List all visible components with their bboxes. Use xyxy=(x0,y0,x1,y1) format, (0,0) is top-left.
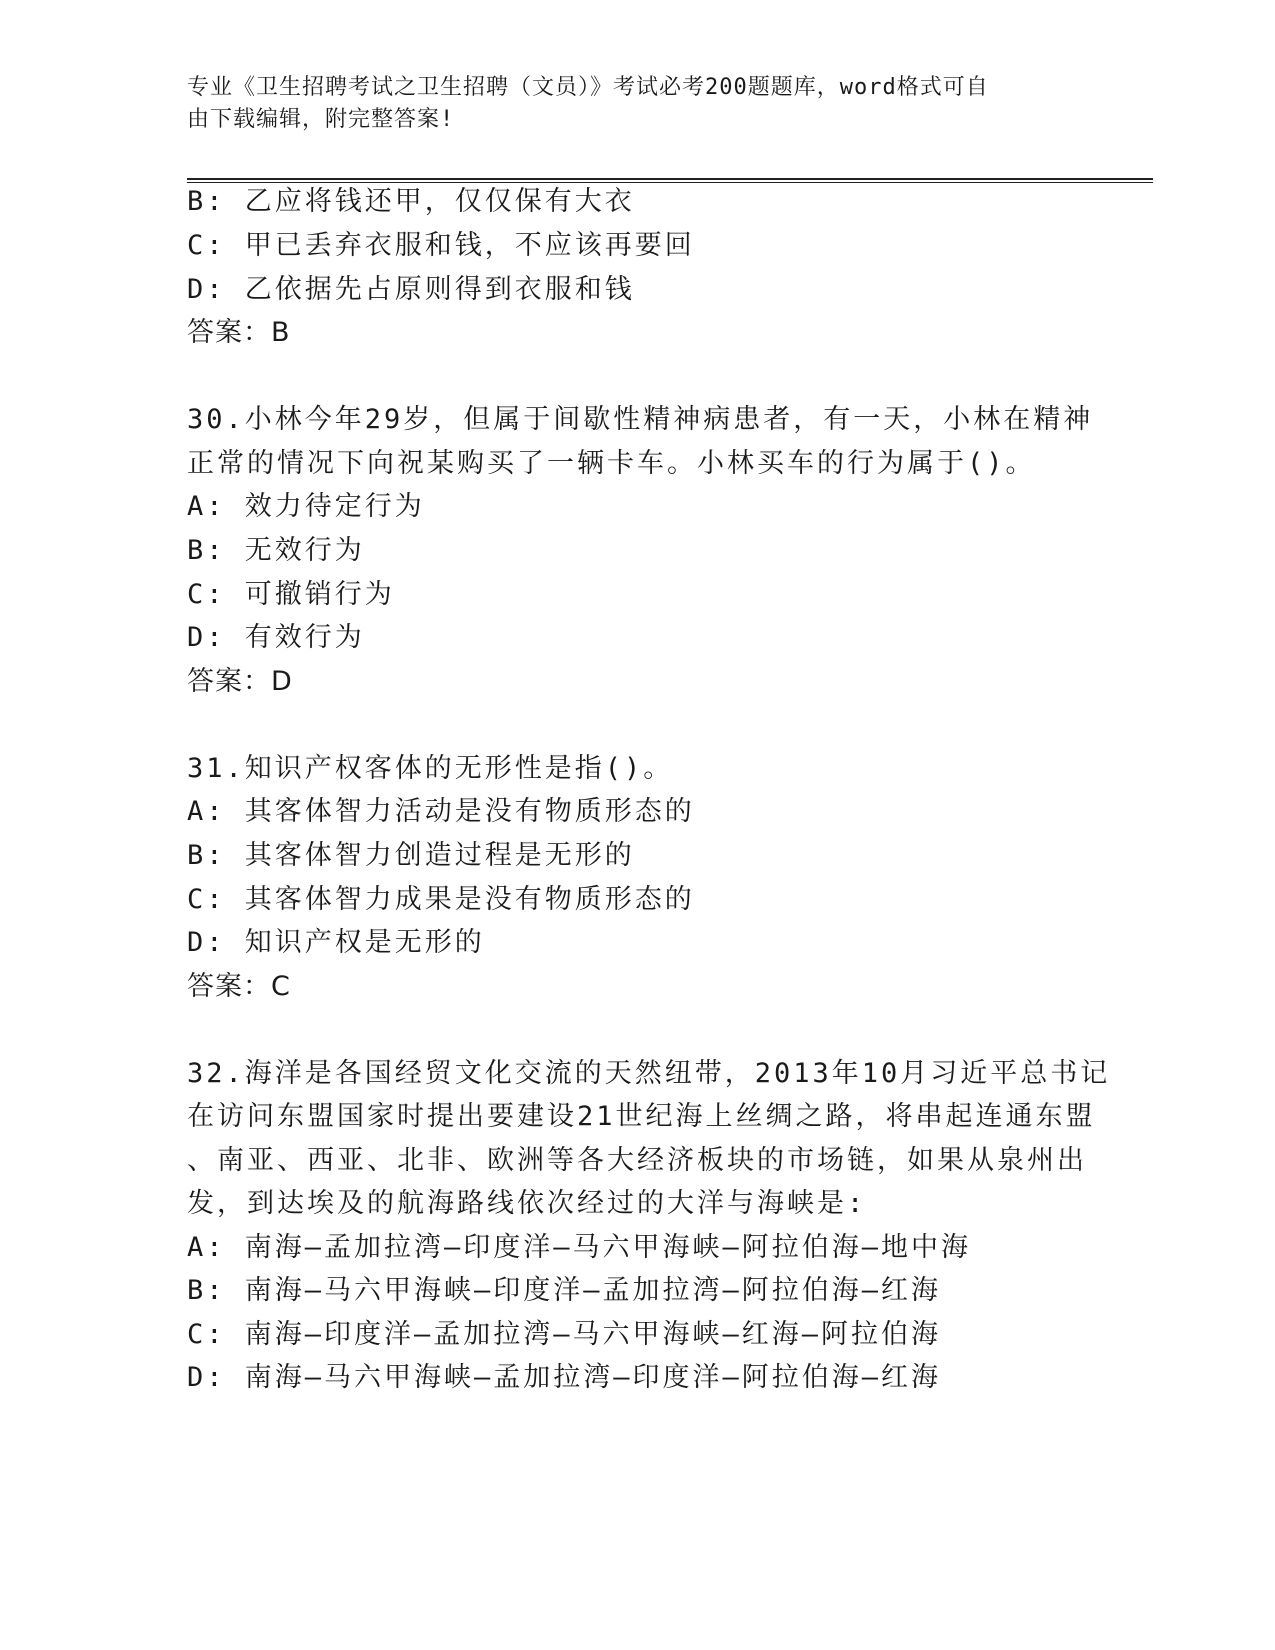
option-b: B: 其客体智力创造过程是无形的 xyxy=(187,840,635,871)
option-c: C: 甲已丢弃衣服和钱，不应该再要回 xyxy=(187,230,695,261)
option-d: D: 有效行为 xyxy=(187,622,365,653)
header-line-1: 专业《卫生招聘考试之卫生招聘（文员）》考试必考200题题库，word格式可自 xyxy=(187,75,989,100)
question-stem-line: 正常的情况下向祝某购买了一辆卡车。小林买车的行为属于()。 xyxy=(187,448,1036,479)
option-a: A: 效力待定行为 xyxy=(187,491,425,522)
question-stem-line: 31.知识产权客体的无形性是指()。 xyxy=(187,753,674,784)
option-c: C: 南海—印度洋—孟加拉湾—马六甲海峡—红海—阿拉伯海 xyxy=(187,1319,942,1350)
option-d: D: 乙依据先占原则得到衣服和钱 xyxy=(187,274,635,305)
question-stem-line: 在访问东盟国家时提出要建设21世纪海上丝绸之路，将串起连通东盟 xyxy=(187,1101,1096,1132)
answer-label: 答案：C xyxy=(187,971,291,1002)
header-line-2: 由下载编辑，附完整答案! xyxy=(187,107,455,132)
question-stem-line: 32.海洋是各国经贸文化交流的天然纽带，2013年10月习近平总书记 xyxy=(187,1058,1111,1089)
option-b: B: 无效行为 xyxy=(187,535,365,566)
question-stem-line: 发，到达埃及的航海路线依次经过的大洋与海峡是: xyxy=(187,1188,867,1219)
answer-label: 答案：B xyxy=(187,317,291,348)
header-divider-thick xyxy=(187,178,1153,180)
option-a: A: 南海—孟加拉湾—印度洋—马六甲海峡—阿拉伯海—地中海 xyxy=(187,1232,972,1263)
question-stem-line: 、南亚、西亚、北非、欧洲等各大经济板块的市场链，如果从泉州出 xyxy=(187,1145,1087,1176)
document-header xyxy=(187,72,1067,136)
option-d: D: 知识产权是无形的 xyxy=(187,927,485,958)
option-a: A: 其客体智力活动是没有物质形态的 xyxy=(187,796,695,827)
option-b: B: 乙应将钱还甲，仅仅保有大衣 xyxy=(187,186,635,217)
option-c: C: 可撤销行为 xyxy=(187,579,395,610)
option-d: D: 南海—马六甲海峡—孟加拉湾—印度洋—阿拉伯海—红海 xyxy=(187,1362,942,1393)
option-c: C: 其客体智力成果是没有物质形态的 xyxy=(187,884,695,915)
answer-label: 答案：D xyxy=(187,666,293,697)
option-b: B: 南海—马六甲海峡—印度洋—孟加拉湾—阿拉伯海—红海 xyxy=(187,1275,942,1306)
question-stem-line: 30.小林今年29岁，但属于间歇性精神病患者，有一天，小林在精神 xyxy=(187,404,1094,435)
